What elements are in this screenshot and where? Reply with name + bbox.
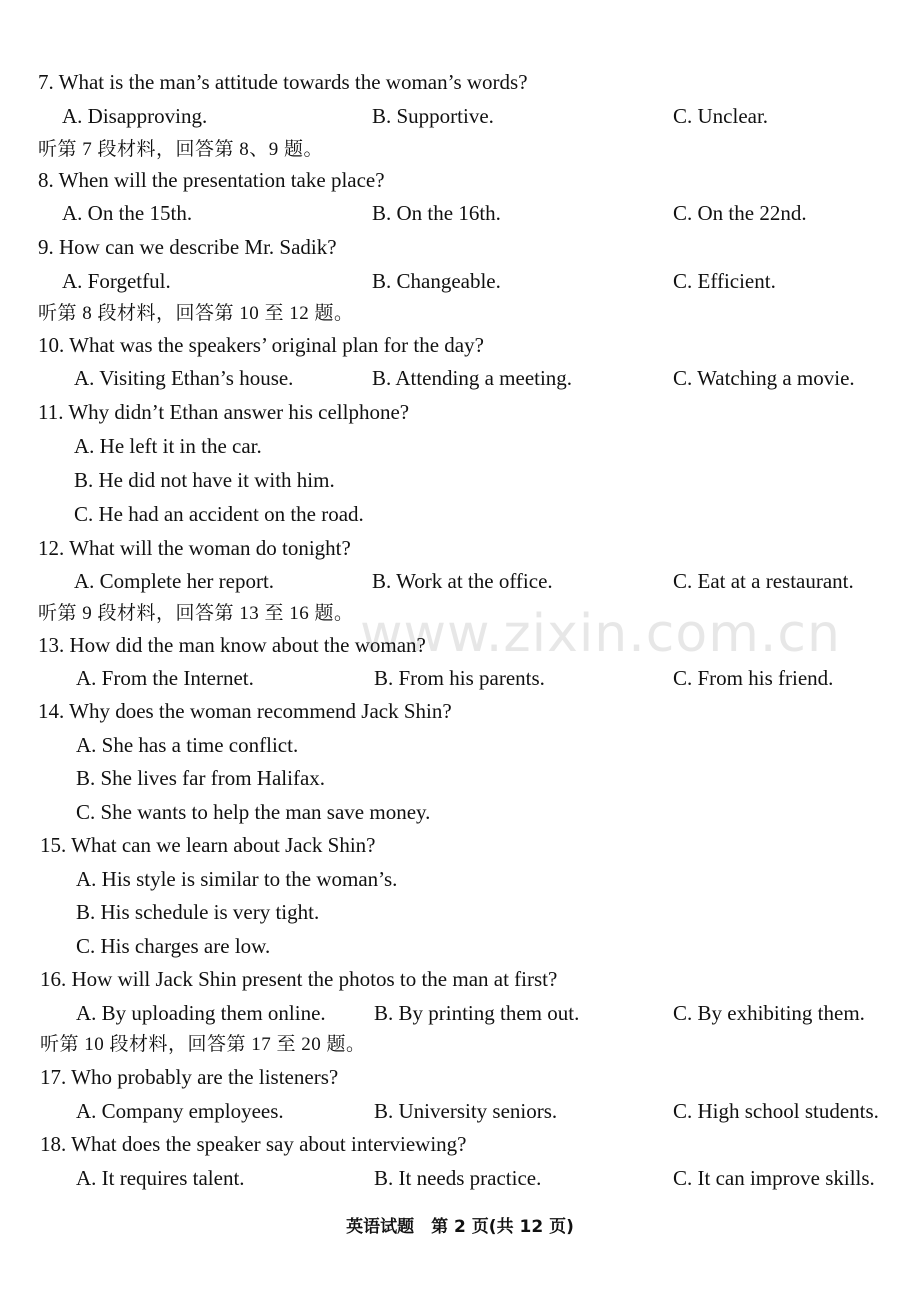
answer-option: A. She has a time conflict. (76, 733, 299, 757)
answer-option: C. She wants to help the man save money. (76, 800, 431, 824)
answer-option: A. Visiting Ethan’s house. (74, 366, 294, 390)
answer-option: A. It requires talent. (76, 1166, 245, 1190)
answer-option: C. Watching a movie. (673, 366, 855, 390)
section-instruction: 听第 9 段材料，回答第 13 至 16 题。 (38, 603, 354, 624)
answer-option: C. From his friend. (673, 666, 834, 690)
question-text: 9. How can we describe Mr. Sadik? (38, 235, 337, 259)
answer-option: A. By uploading them online. (76, 1001, 326, 1025)
question-text: 15. What can we learn about Jack Shin? (40, 833, 376, 857)
section-instruction: 听第 8 段材料，回答第 10 至 12 题。 (38, 303, 354, 324)
answer-option: B. By printing them out. (374, 1001, 580, 1025)
answer-option: C. He had an accident on the road. (74, 502, 364, 526)
answer-option: B. Changeable. (372, 269, 501, 293)
question-text: 14. Why does the woman recommend Jack Shin? (38, 699, 452, 723)
question-text: 13. How did the man know about the woman? (38, 633, 426, 657)
answer-option: C. Efficient. (673, 269, 776, 293)
answer-option: C. Unclear. (673, 104, 769, 128)
watermark: www.zixin.com.cn (360, 604, 841, 664)
answer-option: B. Work at the office. (372, 569, 553, 593)
answer-option: B. His schedule is very tight. (76, 900, 320, 924)
answer-option: A. Complete her report. (74, 569, 275, 593)
question-text: 7. What is the man’s attitude towards the woman’s words? (38, 70, 528, 94)
question-text: 11. Why didn’t Ethan answer his cellphone? (38, 400, 410, 424)
section-instruction: 听第 7 段材料，回答第 8、9 题。 (38, 139, 324, 160)
answer-option: A. From the Internet. (76, 666, 254, 690)
answer-option: C. His charges are low. (76, 934, 271, 958)
answer-option: A. Forgetful. (62, 269, 171, 293)
answer-option: A. He left it in the car. (74, 434, 262, 458)
answer-option: B. Attending a meeting. (372, 366, 573, 390)
question-text: 10. What was the speakers’ original plan for the day? (38, 333, 484, 357)
question-text: 17. Who probably are the listeners? (40, 1065, 339, 1089)
answer-option: A. His style is similar to the woman’s. (76, 867, 398, 891)
section-instruction: 听第 10 段材料，回答第 17 至 20 题。 (40, 1034, 366, 1055)
answer-option: C. High school students. (673, 1099, 879, 1123)
answer-option: A. Disapproving. (62, 104, 208, 128)
answer-option: B. University seniors. (374, 1099, 558, 1123)
answer-option: A. On the 15th. (62, 201, 193, 225)
page-footer: 英语试题 第 2 页(共 12 页) (346, 1217, 574, 1237)
question-text: 12. What will the woman do tonight? (38, 536, 351, 560)
answer-option: C. On the 22nd. (673, 201, 807, 225)
question-text: 16. How will Jack Shin present the photos to the man at first? (40, 967, 558, 991)
answer-option: B. She lives far from Halifax. (76, 766, 326, 790)
answer-option: B. He did not have it with him. (74, 468, 335, 492)
answer-option: C. By exhibiting them. (673, 1001, 865, 1025)
answer-option: B. It needs practice. (374, 1166, 542, 1190)
question-text: 18. What does the speaker say about interviewing? (40, 1132, 467, 1156)
answer-option: C. It can improve skills. (673, 1166, 875, 1190)
answer-option: B. From his parents. (374, 666, 545, 690)
answer-option: A. Company employees. (76, 1099, 284, 1123)
answer-option: B. Supportive. (372, 104, 494, 128)
question-text: 8. When will the presentation take place? (38, 168, 385, 192)
answer-option: B. On the 16th. (372, 201, 501, 225)
answer-option: C. Eat at a restaurant. (673, 569, 854, 593)
